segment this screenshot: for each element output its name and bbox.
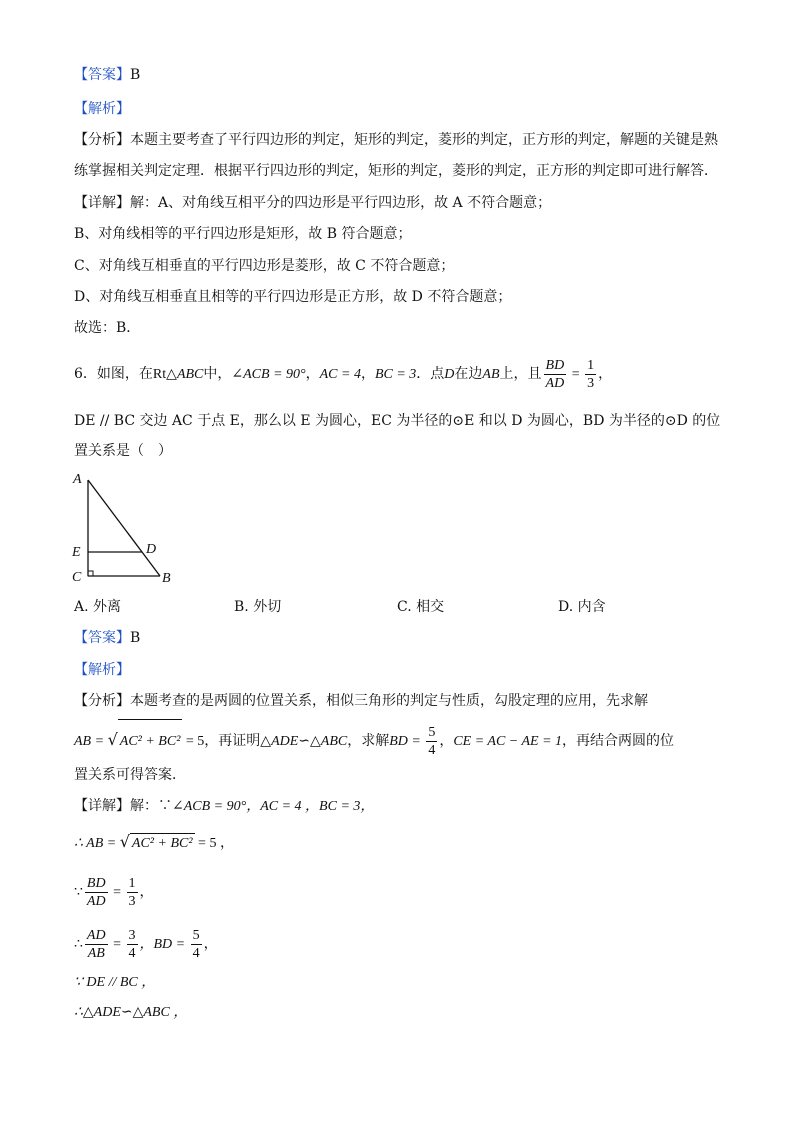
option-b: B. 外切 [234,599,282,615]
label-d: D [146,542,157,557]
option-a: A. 外离 [74,599,122,615]
edge-ab [88,480,160,576]
detail2-line-1: 【详解】解：∵∠ACB = 90°，AC = 4 ，BC = 3， [74,798,375,814]
detail2-line-4: ∴ $\frac{AD}{AB}$ = $\frac{3}{4}$ ，BD = $\frac{5}{4}$ ， [74,927,218,961]
detail-line-2: B、对角线相等的平行四边形是矩形，故 B 符合题意； [74,226,412,242]
question-stem-line-3: 置关系是（ ） [74,443,172,459]
answer-line-1 [74,65,140,85]
right-angle-mark [88,571,93,576]
label-b: B [162,571,171,586]
analysis-tag-2: 【解析】 [74,662,130,678]
detail-line-3: C、对角线互相垂直的平行四边形是菱形，故 C 不符合题意； [74,258,455,274]
fenxi2-line-2: AB = √ AC² + BC² = 5，再证明△ADE∽△ABC，求解BD = $\frac{5}{4}$ ，CE = AC − AE = 1，再结合两圆的位 [74,718,674,764]
fenxi-line-1: 【分析】本题主要考查了平行四边形的判定，矩形的判定，菱形的判定，正方形的判定，解题的关键是熟 [74,132,718,148]
answer-line-2: 【答案】B [74,630,141,646]
option-d: D. 内含 [558,599,606,615]
detail-line-5: 故选：B． [74,320,141,336]
detail-line-1: 【详解】解：A、对角线互相平分的四边形是平行四边形，故 A 不符合题意； [74,195,552,211]
answer-tag: 【答案】 [74,67,130,83]
answer-value: B [130,67,141,83]
analysis-tag-1: 【解析】 [74,101,130,117]
detail2-line-5: ∵ DE // BC ， [74,975,156,990]
fenxi-line-2: 练掌握相关判定定理．根据平行四边形的判定，矩形的判定，菱形的判定，正方形的判定即可进行解答． [74,163,718,179]
triangle-figure [66,466,186,590]
fenxi2-line-3: 置关系可得答案． [74,767,186,783]
label-e: E [72,545,81,560]
question-stem-line-2: DE // BC 交边 AC 于点 E，那么以 E 为圆心，EC 为半径的⊙E 和以 D 为圆心，BD 为半径的⊙D 的位 [74,413,721,429]
detail2-line-6: ∴△ADE∽△ABC ， [74,1005,188,1020]
detail2-line-3: ∵ $\frac{BD}{AD}$ = $\frac{1}{3}$ ， [74,875,154,909]
detail-line-4: D、对角线互相垂直且相等的平行四边形是正方形，故 D 不符合题意； [74,289,512,305]
label-a: A [73,472,82,487]
fraction-bd-ad: $\frac{BD}{AD}$ [545,357,565,391]
fraction-one-third: $\frac{1}{3}$ [587,357,595,391]
label-c: C [72,570,82,585]
question-stem-line-1: 6．如图，在Rt△ABC中，∠ACB = 90°，AC = 4，BC = 3．点D在边AB上，且 $\frac{BD}{AD}$ = $\frac{1}{3}$ ， [74,357,613,391]
fraction-five-fourths: $\frac{5}{4}$ [428,724,436,758]
fenxi2-line-1: 【分析】本题考查的是两圆的位置关系，相似三角形的判定与性质，勾股定理的应用，先求解 [74,693,648,709]
option-c: C. 相交 [397,599,445,615]
detail2-line-2: ∴ AB = √ AC² + BC² = 5 ， [74,832,234,854]
